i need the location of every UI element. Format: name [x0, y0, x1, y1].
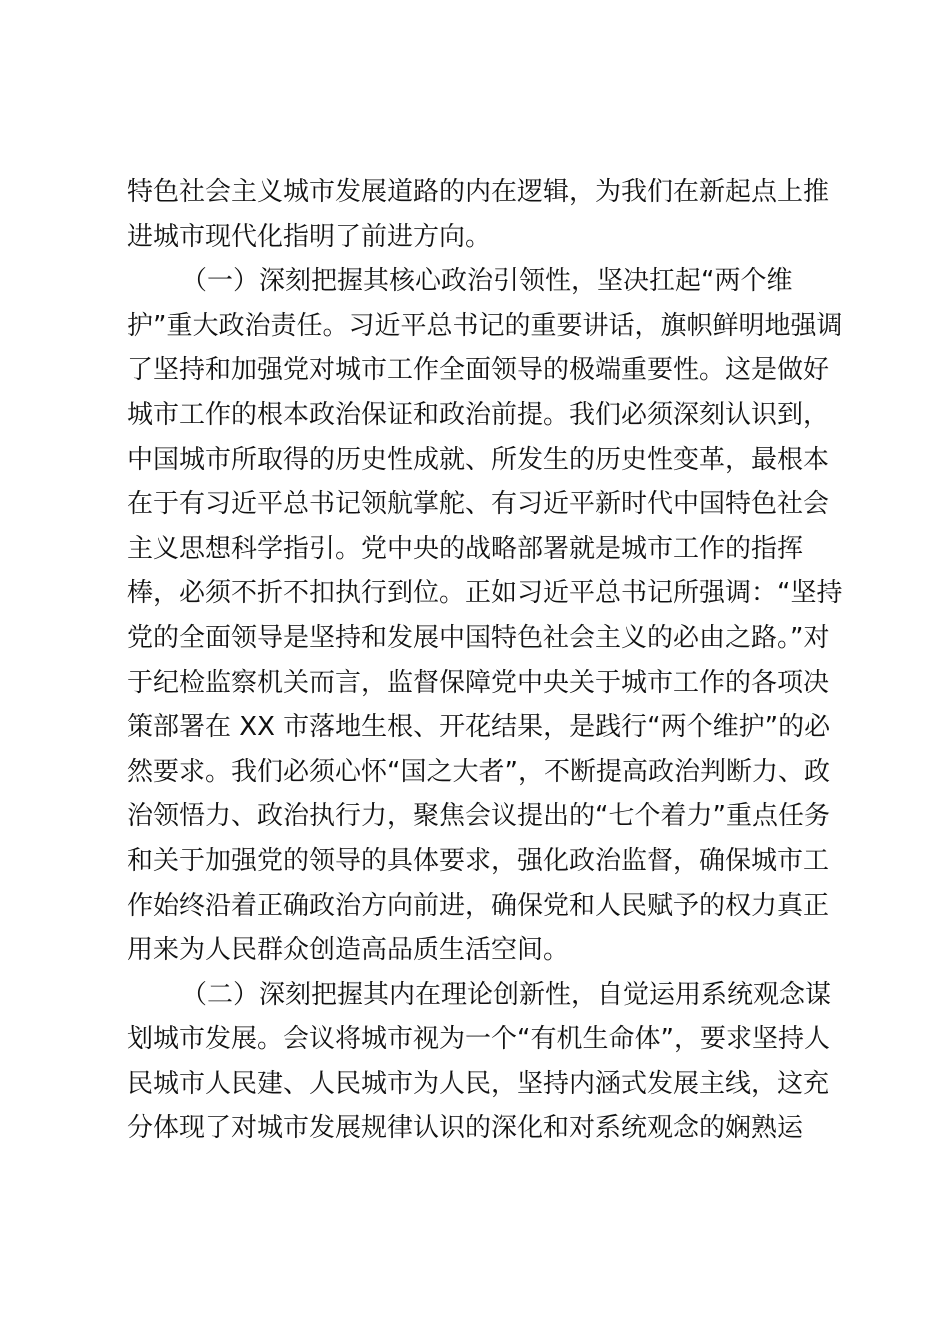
text-line: 作始终沿着正确政治方向前进，确保党和人民赋予的权力真正 — [127, 890, 830, 921]
text-line: 了坚持和加强党对城市工作全面领导的极端重要性。这是做好 — [127, 355, 830, 386]
text-line: 特色社会主义城市发展道路的内在逻辑，为我们在新起点上推 — [127, 177, 830, 207]
section-heading-line: （二）深刻把握其内在理论创新性，自觉运用系统观念谋 — [181, 979, 832, 1010]
text-line: 党的全面领导是坚持和发展中国特色社会主义的必由之路。”对 — [127, 622, 830, 653]
text-line: 分体现了对城市发展规律认识的深化和对系统观念的娴熟运 — [127, 1113, 804, 1144]
text-line: 主义思想科学指引。党中央的战略部署就是城市工作的指挥 — [127, 533, 804, 564]
body-text — [127, 170, 843, 1151]
text-line: 护”重大政治责任。习近平总书记的重要讲话，旗帜鲜明地强调 — [127, 310, 843, 341]
text-line: 然要求。我们必须心怀“国之大者”，不断提高政治判断力、政 — [127, 756, 830, 787]
text-line: 中国城市所取得的历史性成就、所发生的历史性变革，最根本 — [127, 444, 830, 475]
text-line: 进城市现代化指明了前进方向。 — [127, 221, 492, 252]
text-line: 民城市人民建、人民城市为人民，坚持内涵式发展主线，这充 — [127, 1068, 830, 1099]
text-line: 用来为人民群众创造高品质生活空间。 — [127, 935, 570, 966]
text-line: 棒，必须不折不扣执行到位。正如习近平总书记所强调：“坚持 — [127, 578, 843, 609]
text-line: 治领悟力、政治执行力，聚焦会议提出的“七个着力”重点任务 — [127, 801, 830, 832]
text-line: 策部署在 XX 市落地生根、开花结果，是践行“两个维护”的必 — [127, 712, 831, 743]
section-heading-line: （一）深刻把握其核心政治引领性，坚决扛起“两个维 — [181, 266, 793, 297]
text-line: 于纪检监察机关而言，监督保障党中央关于城市工作的各项决 — [127, 667, 830, 698]
text-line: 在于有习近平总书记领航掌舵、有习近平新时代中国特色社会 — [127, 489, 830, 520]
text-line: 城市工作的根本政治保证和政治前提。我们必须深刻认识到， — [127, 399, 830, 430]
text-line: 划城市发展。会议将城市视为一个“有机生命体”，要求坚持人 — [127, 1024, 830, 1055]
text-line: 和关于加强党的领导的具体要求，强化政治监督，确保城市工 — [127, 845, 830, 876]
